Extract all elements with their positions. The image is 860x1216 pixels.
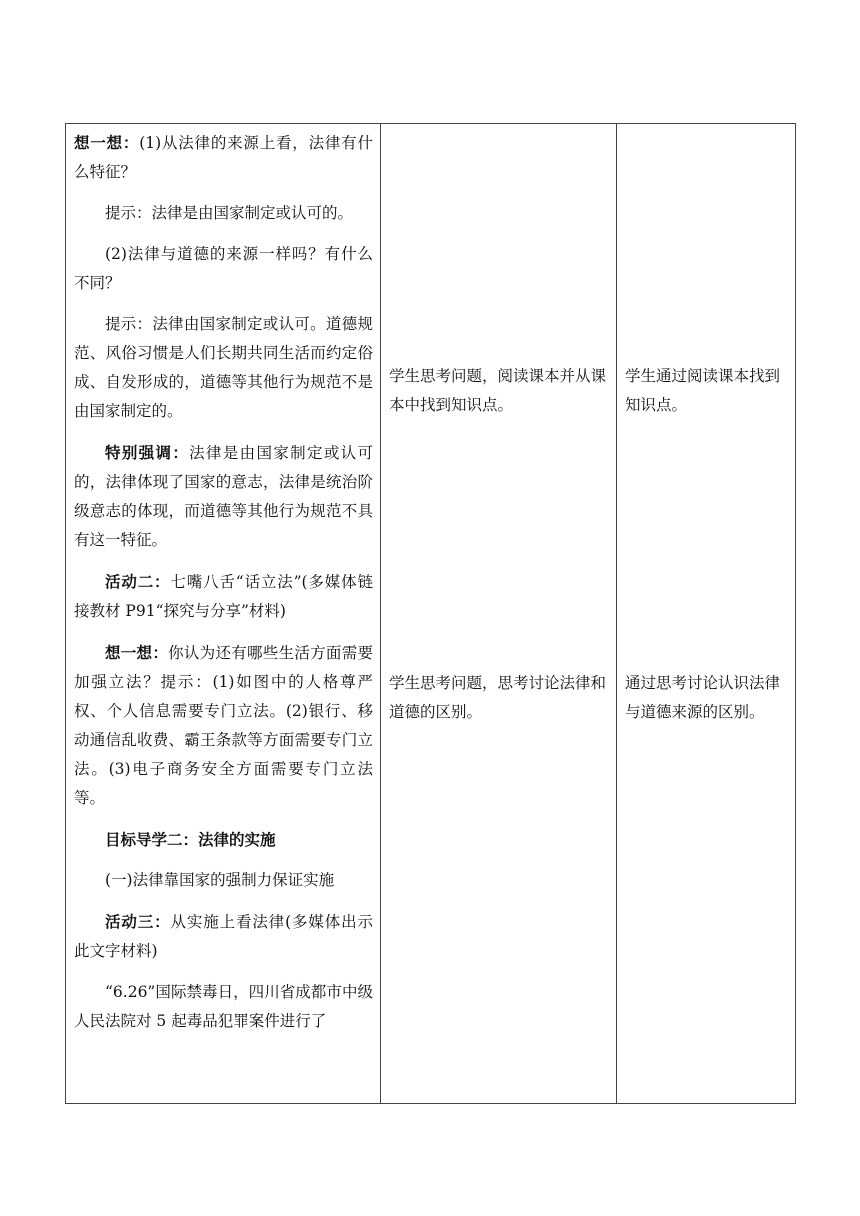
design-intent-2: 通过思考讨论认识法律与道德来源的区别。 xyxy=(625,674,781,721)
emphasis-label: 特别强调： xyxy=(105,443,190,462)
student-activity-2: 学生思考问题，思考讨论法律和道德的区别。 xyxy=(389,674,607,721)
think-question-2: (2)法律与道德的来源一样吗？有什么不同？ xyxy=(74,245,373,292)
design-intent-cell xyxy=(617,124,796,1104)
think-question-1-text: (1)从法律的来源上看，法律有什么特征？ xyxy=(74,134,373,181)
hint-2: 提示：法律由国家制定或认可。道德规范、风俗习惯是人们长期共同生活而约定俗成、自发形成的，道德等其他行为规范不是由国家制定的。 xyxy=(74,315,373,420)
think-question-1 xyxy=(74,128,373,187)
emphasis-text: 法律是由国家制定或认可的，法律体现了国家的意志，法律是统治阶级意志的体现，而道德等其他行为规范不具有这一特征。 xyxy=(74,444,373,549)
table-row xyxy=(66,124,796,1104)
emphasis-paragraph xyxy=(74,438,373,555)
goal-heading: 目标导学二：法律的实施 xyxy=(105,830,276,849)
hint-1: 提示：法律是由国家制定或认可的。 xyxy=(105,204,354,222)
activity-three xyxy=(74,907,373,966)
student-activity-cell xyxy=(381,124,617,1104)
lesson-table xyxy=(65,123,796,1104)
think-label: 想一想： xyxy=(74,133,140,152)
section-heading: (一)法律靠国家的强制力保证实施 xyxy=(105,871,335,889)
activity-three-text: 从实施上看法律(多媒体出示此文字材料) xyxy=(74,913,373,960)
case-paragraph: “6.26”国际禁毒日，四川省成都市中级人民法院对 5 起毒品犯罪案件进行了 xyxy=(74,983,373,1030)
activity-two-text: 七嘴八舌“话立法”(多媒体链接教材 P91“探究与分享”材料) xyxy=(74,573,373,620)
think-label-2: 想一想： xyxy=(105,643,169,662)
think-question-3-text: 你认为还有哪些生活方面需要加强立法？提示：(1)如图中的人格尊严权、个人信息需要专门立法。(2)银行、移动通信乱收费、霸王条款等方面需要专门立法。(3)电子商务安全方面需要专门立法等。 xyxy=(74,644,373,807)
think-question-3 xyxy=(74,638,373,813)
activity-two-label: 活动二： xyxy=(105,572,171,591)
teacher-activity-cell xyxy=(66,124,381,1104)
activity-two xyxy=(74,567,373,626)
design-intent-1: 学生通过阅读课本找到知识点。 xyxy=(625,367,781,414)
student-activity-1: 学生思考问题，阅读课本并从课本中找到知识点。 xyxy=(389,367,607,414)
activity-three-label: 活动三： xyxy=(105,912,171,931)
